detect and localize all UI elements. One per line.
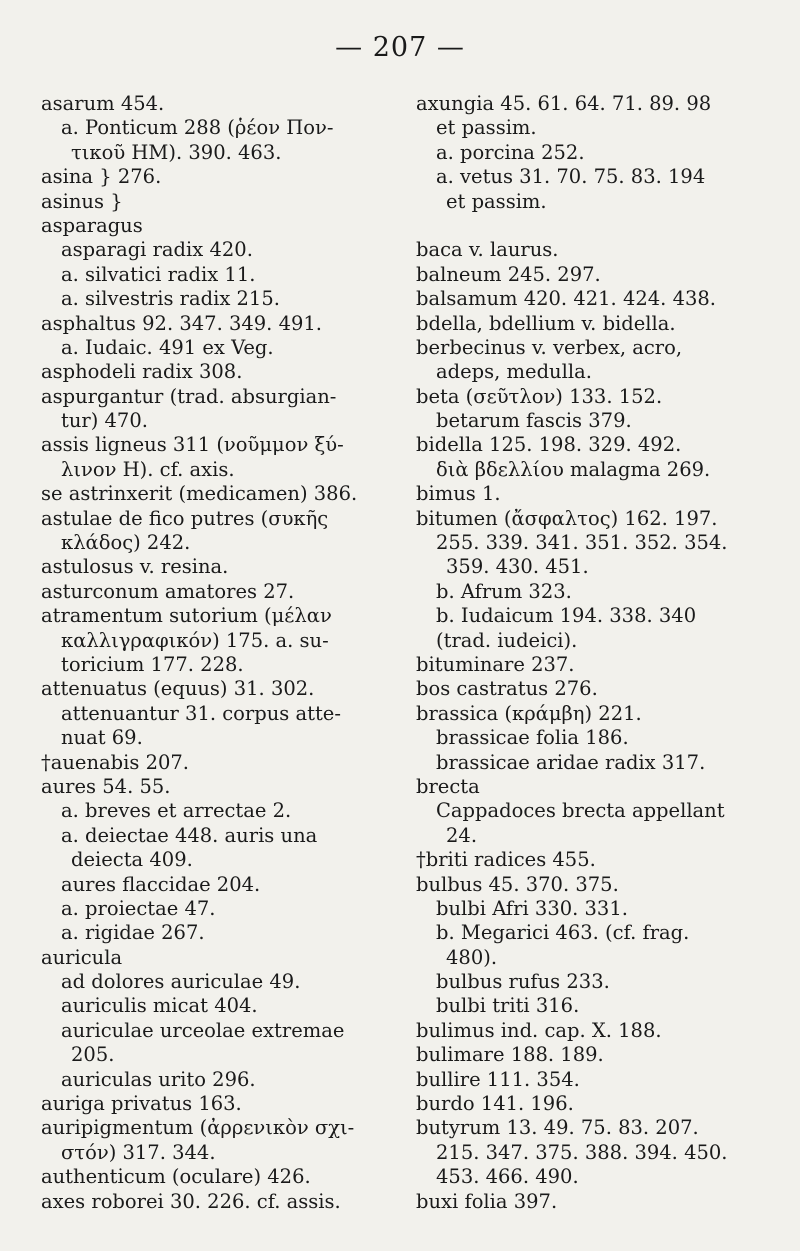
- index-entry: a. silvestris radix 215.: [61, 287, 280, 311]
- index-entry: 215. 347. 375. 388. 394. 450.: [436, 1140, 728, 1164]
- index-entry: axes roborei 30. 226. cf. assis.: [41, 1189, 341, 1213]
- index-entry: τικοῦ HM). 390. 463.: [71, 140, 282, 164]
- index-entry: καλλιγραφικόν) 175. a. su-: [61, 628, 329, 652]
- index-entry: διὰ βδελλίου malagma 269.: [436, 457, 711, 481]
- index-entry: bulimare 188. 189.: [416, 1043, 604, 1067]
- index-entry: attenuantur 31. corpus atte-: [61, 701, 341, 725]
- index-entry: axungia 45. 61. 64. 71. 89. 98: [416, 92, 712, 115]
- index-entry: asina } 276.: [41, 165, 162, 189]
- index-entry: auriculae urceolae extremae: [61, 1018, 345, 1042]
- index-entry: berbecinus v. verbex, acro,: [416, 335, 683, 359]
- index-entry: asinus }: [41, 189, 123, 213]
- index-entry: 453. 466. 490.: [436, 1165, 579, 1189]
- index-entry: authenticum (oculare) 426.: [41, 1165, 311, 1189]
- index-entry: bdella, bdellium v. bidella.: [416, 311, 676, 335]
- index-entry: balsamum 420. 421. 424. 438.: [416, 287, 716, 311]
- index-entry: brecta: [416, 774, 480, 798]
- index-entry: auricula: [41, 945, 123, 969]
- index-entry: a. Ponticum 288 (ῥέον Πον-: [61, 116, 334, 140]
- index-entry: a. porcina 252.: [436, 140, 585, 164]
- index-entry: λινον H). cf. axis.: [61, 457, 235, 481]
- index-entry: †auenabis 207.: [41, 750, 190, 774]
- index-entry: et passim.: [436, 116, 537, 140]
- index-entry: bulbus 45. 370. 375.: [416, 872, 619, 896]
- index-entry: a. vetus 31. 70. 75. 83. 194: [436, 165, 706, 189]
- index-entry: baca v. laurus.: [416, 238, 559, 262]
- index-entry: asarum 454.: [41, 92, 165, 115]
- index-entry: burdo 141. 196.: [416, 1092, 574, 1116]
- index-entry: betarum fascis 379.: [436, 409, 632, 433]
- index-entry: balneum 245. 297.: [416, 262, 601, 286]
- index-entry: bulimus ind. cap. X. 188.: [416, 1018, 662, 1042]
- index-entry: adeps, medulla.: [436, 360, 592, 384]
- index-entry: aspurgantur (trad. absurgian-: [41, 384, 337, 408]
- index-entry: auriculas urito 296.: [61, 1067, 256, 1091]
- index-entry: Cappadoces brecta appellant: [436, 799, 725, 823]
- index-entry: auriculis micat 404.: [61, 994, 258, 1018]
- index-entry: 205.: [71, 1043, 115, 1067]
- index-entry: buxi folia 397.: [416, 1189, 558, 1213]
- page-number: — 207 —: [335, 32, 465, 63]
- index-entry: atramentum sutorium (μέλαν: [41, 604, 332, 628]
- index-entry: astulosus v. resina.: [41, 555, 229, 579]
- index-entry: †briti radices 455.: [416, 848, 596, 872]
- index-entry: et passim.: [446, 189, 547, 213]
- index-entry: auriga privatus 163.: [41, 1092, 242, 1116]
- index-column-right: [416, 92, 776, 1214]
- index-entry: bitumen (ἄσφαλτος) 162. 197.: [416, 506, 718, 530]
- index-entry: bituminare 237.: [416, 652, 575, 676]
- index-entry: beta (σεῦτλον) 133. 152.: [416, 384, 663, 408]
- index-entry: brassicae folia 186.: [436, 726, 629, 750]
- index-entry: astulae de fico putres (συκῆς: [41, 506, 329, 530]
- index-entry: bulbus rufus 233.: [436, 970, 610, 994]
- index-entry: 359. 430. 451.: [446, 555, 589, 579]
- index-entry: στόν) 317. 344.: [61, 1140, 216, 1164]
- index-entry: assis ligneus 311 (νοῦμμον ξύ-: [41, 433, 344, 457]
- index-entry: a. silvatici radix 11.: [61, 262, 256, 286]
- index-entry: attenuatus (equus) 31. 302.: [41, 677, 315, 701]
- section-gap: [416, 214, 776, 238]
- index-entry: tur) 470.: [61, 409, 148, 433]
- index-entry: asparagus: [41, 213, 143, 237]
- index-entry: κλάδος) 242.: [61, 531, 191, 555]
- index-entry: auripigmentum (ἀρρενικὸν σχι-: [41, 1116, 355, 1140]
- index-entry: aures 54. 55.: [41, 774, 171, 798]
- index-entry: asphaltus 92. 347. 349. 491.: [41, 311, 322, 335]
- index-entry: aures flaccidae 204.: [61, 872, 261, 896]
- index-entry: asphodeli radix 308.: [41, 360, 243, 384]
- index-entry: 24.: [446, 823, 478, 847]
- index-entry: bullire 111. 354.: [416, 1067, 580, 1091]
- index-column-left: [41, 92, 401, 1214]
- index-entry: b. Afrum 323.: [436, 579, 572, 603]
- index-entry: 480).: [446, 945, 498, 969]
- index-entry: (trad. iudeici).: [436, 628, 578, 652]
- index-entry: a. Iudaic. 491 ex Veg.: [61, 335, 274, 359]
- index-entry: b. Megarici 463. (cf. frag.: [436, 921, 690, 945]
- index-entry: bulbi Afri 330. 331.: [436, 896, 628, 920]
- index-entry: asparagi radix 420.: [61, 238, 253, 262]
- index-entry: b. Iudaicum 194. 338. 340: [436, 604, 697, 628]
- index-entry: bimus 1.: [416, 482, 501, 506]
- index-entry: brassica (κράμβη) 221.: [416, 701, 642, 725]
- index-entry: bulbi triti 316.: [436, 994, 580, 1018]
- index-entry: 255. 339. 341. 351. 352. 354.: [436, 531, 728, 555]
- index-entry: deiecta 409.: [71, 848, 193, 872]
- index-entry: nuat 69.: [61, 726, 143, 750]
- index-entry: a. breves et arrectae 2.: [61, 799, 292, 823]
- index-entry: a. rigidae 267.: [61, 921, 205, 945]
- index-entry: butyrum 13. 49. 75. 83. 207.: [416, 1116, 699, 1140]
- index-entry: bos castratus 276.: [416, 677, 598, 701]
- index-entry: asturconum amatores 27.: [41, 579, 295, 603]
- index-entry: a. deiectae 448. auris una: [61, 823, 318, 847]
- index-entry: toricium 177. 228.: [61, 652, 244, 676]
- index-entry: ad dolores auriculae 49.: [61, 970, 301, 994]
- index-entry: a. proiectae 47.: [61, 896, 216, 920]
- index-entry: brassicae aridae radix 317.: [436, 750, 706, 774]
- index-entry: bidella 125. 198. 329. 492.: [416, 433, 682, 457]
- index-entry: se astrinxerit (medicamen) 386.: [41, 482, 358, 506]
